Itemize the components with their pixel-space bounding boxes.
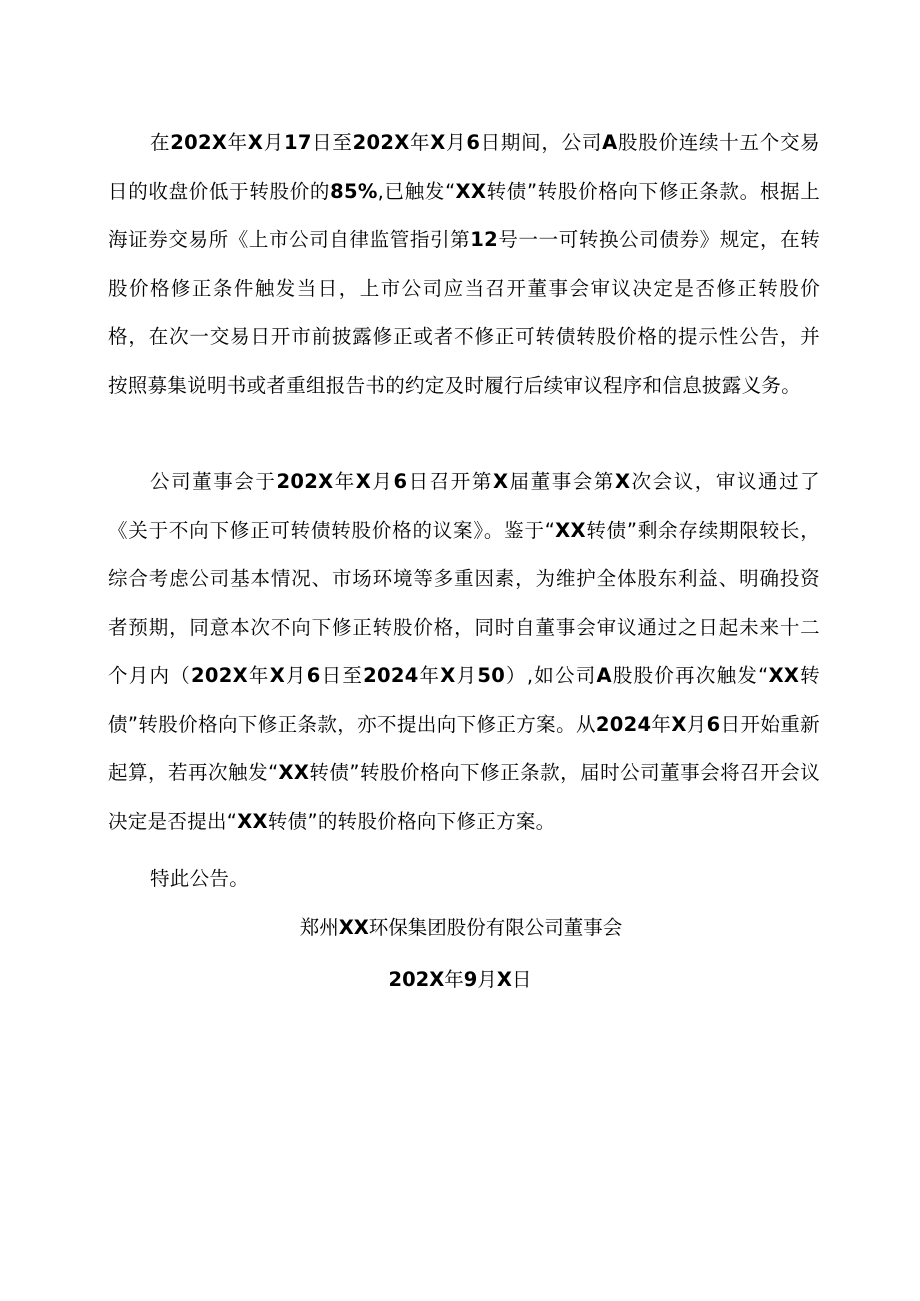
- announcement-paragraph-2: 公司董事会于202X年X月6日召开第X届董事会第X次会议，审议通过了《关于不向下修正可转债转股价格的议案》。鉴于“XX转债”剩余存续期限较长，综合考虑公司基本情况、市场环境等多重因素，为维护全体股东利益、明确投资者预期，同意本次不向下修正转股价格，同时自董事会审议通过之日起未来十二个月内（202X年X月6日至2024年X月50）,如公司A股股价再次触发“XX转债”转股价格向下修正条款，亦不提出向下修正方案。从2024年X月6日开始重新起算，若再次触发“XX转债”转股价格向下修正条款，届时公司董事会将召开会议决定是否提出“XX转债”的转股价格向下修正方案。: [108, 470, 820, 833]
- announcement-paragraph-1: 在202X年X月17日至202X年X月6日期间，公司A股股价连续十五个交易日的收盘价低于转股价的85%,已触发“XX转债”转股价格向下修正条款。根据上海证券交易所《上市公司自律监管指引第12号一一可转换公司债券》规定，在转股价格修正条件触发当日，上市公司应当召开董事会审议决定是否修正转股价格，在次一交易日开市前披露修正或者不修正可转债转股价格的提示性公告，并按照募集说明书或者重组报告书的约定及时履行后续审议程序和信息披露义务。: [108, 131, 820, 397]
- signatory-company: 郑州XX环保集团股份有限公司董事会: [299, 916, 623, 939]
- closing-statement: 特此公告。: [150, 867, 250, 890]
- signature-date: 202X年9月X日: [388, 968, 532, 991]
